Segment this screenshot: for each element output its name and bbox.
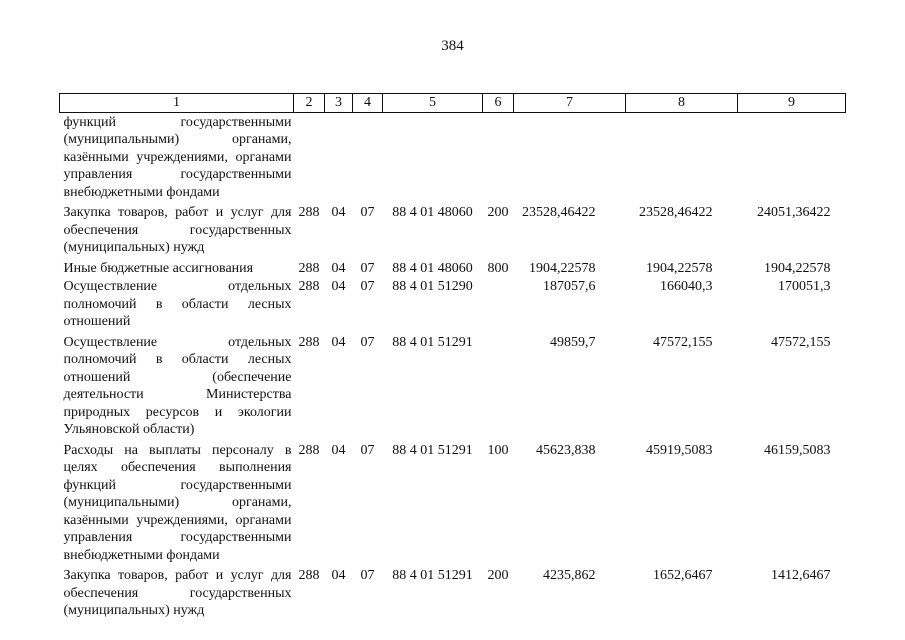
- cell-col-6: [483, 277, 514, 331]
- cell-col-9: [738, 112, 846, 201]
- cell-col-3: [325, 112, 353, 201]
- cell-col-7: 4235,862: [543, 568, 596, 583]
- cell-col-3: 04: [331, 334, 346, 350]
- cell-col-4: 07: [360, 568, 375, 583]
- table-row: [60, 112, 846, 201]
- budget-table: [59, 93, 846, 620]
- cell-col-7: 45623,838: [536, 442, 596, 458]
- cell-col-8: 47572,155: [653, 334, 713, 350]
- table-row: [60, 331, 846, 439]
- table-row: [60, 201, 846, 257]
- cell-col-3: 04: [331, 205, 346, 220]
- cell-col-9: 47572,155: [771, 334, 831, 350]
- table-row: [60, 564, 846, 620]
- cell-col-4: [353, 112, 383, 201]
- cell-col-7: 1904,22578: [529, 260, 596, 276]
- row-name: Закупка товаров, работ и услуг для обеспечения государственных (муниципальных) нужд: [63, 205, 292, 255]
- cell-col-7: 49859,7: [550, 334, 596, 350]
- row-name: Закупка товаров, работ и услуг для обеспечения государственных (муниципальных) нужд: [63, 568, 292, 618]
- cell-col-9: 24051,36422: [757, 205, 831, 220]
- cell-col-7: 187057,6: [543, 279, 596, 294]
- header-col-4: 4: [353, 94, 383, 113]
- cell-col-4: 07: [360, 205, 375, 220]
- row-name: Расходы на выплаты персоналу в целях обеспечения выполнения функций государственными (муниципальными) органами, казёнными учреждениями, органами управления государственными внебюджетными фондами: [63, 442, 292, 563]
- cell-col-5: [383, 112, 483, 201]
- cell-col-8: 23528,46422: [639, 205, 713, 220]
- header-col-8: 8: [626, 94, 738, 113]
- cell-col-2: 288: [298, 279, 320, 294]
- cell-col-8: 45919,5083: [646, 442, 713, 458]
- cell-col-3: 04: [331, 260, 346, 276]
- table-row: [60, 439, 846, 565]
- cell-col-4: 07: [360, 334, 375, 350]
- cell-col-2: 288: [298, 568, 320, 583]
- row-name: функций государственными (муниципальными) органами, казёнными учреждениями, органами управления государственными внебюджетными фондами: [63, 114, 292, 200]
- page-number: 384: [441, 38, 464, 54]
- cell-col-4: 07: [360, 442, 375, 458]
- cell-col-9: 46159,5083: [764, 442, 831, 458]
- row-name: Осуществление отдельных полномочий в области лесных отношений (обеспечение деятельности Министерства природных ресурсов и экологии Ульяновской области): [63, 334, 292, 437]
- cell-col-5: 88 4 01 51291: [392, 568, 473, 583]
- cell-col-8: 166040,3: [660, 279, 713, 294]
- cell-col-3: 04: [331, 568, 346, 583]
- cell-col-5: 88 4 01 51290: [392, 279, 473, 294]
- header-col-7: 7: [514, 94, 626, 113]
- cell-col-5: 88 4 01 51291: [392, 442, 473, 458]
- row-name: Осуществление отдельных полномочий в области лесных отношений: [63, 279, 292, 329]
- cell-col-7: [514, 112, 626, 201]
- cell-col-8: 1652,6467: [653, 568, 713, 583]
- cell-col-9: 170051,3: [778, 279, 831, 294]
- header-col-5: 5: [383, 94, 483, 113]
- cell-col-9: 1412,6467: [771, 568, 831, 583]
- cell-col-2: 288: [298, 442, 320, 458]
- header-col-2: 2: [294, 94, 325, 113]
- cell-col-6: 800: [487, 260, 509, 276]
- cell-col-6: 200: [487, 568, 509, 583]
- cell-col-8: [626, 112, 738, 201]
- table-row: [60, 257, 846, 278]
- cell-col-7: 23528,46422: [522, 205, 596, 220]
- table-row: [60, 277, 846, 331]
- table-header-row: [60, 94, 846, 113]
- cell-col-2: [294, 112, 325, 201]
- cell-col-6: 100: [487, 442, 509, 458]
- cell-col-6: [483, 112, 514, 201]
- header-col-6: 6: [483, 94, 514, 113]
- row-name: Иные бюджетные ассигнования: [63, 260, 254, 276]
- cell-col-2: 288: [298, 205, 320, 220]
- cell-col-4: 07: [360, 279, 375, 294]
- header-col-9: 9: [738, 94, 846, 113]
- cell-col-2: 288: [298, 260, 320, 276]
- cell-col-5: 88 4 01 48060: [392, 205, 473, 220]
- cell-col-6: 200: [487, 205, 509, 220]
- header-col-3: 3: [325, 94, 353, 113]
- cell-col-5: 88 4 01 48060: [392, 260, 473, 276]
- cell-col-3: 04: [331, 442, 346, 458]
- cell-col-2: 288: [298, 334, 320, 350]
- cell-col-8: 1904,22578: [646, 260, 713, 276]
- cell-col-6: [483, 331, 514, 439]
- cell-col-4: 07: [360, 260, 375, 276]
- cell-col-3: 04: [331, 279, 346, 294]
- cell-col-9: 1904,22578: [764, 260, 831, 276]
- cell-col-5: 88 4 01 51291: [392, 334, 473, 350]
- header-col-1: 1: [60, 94, 294, 113]
